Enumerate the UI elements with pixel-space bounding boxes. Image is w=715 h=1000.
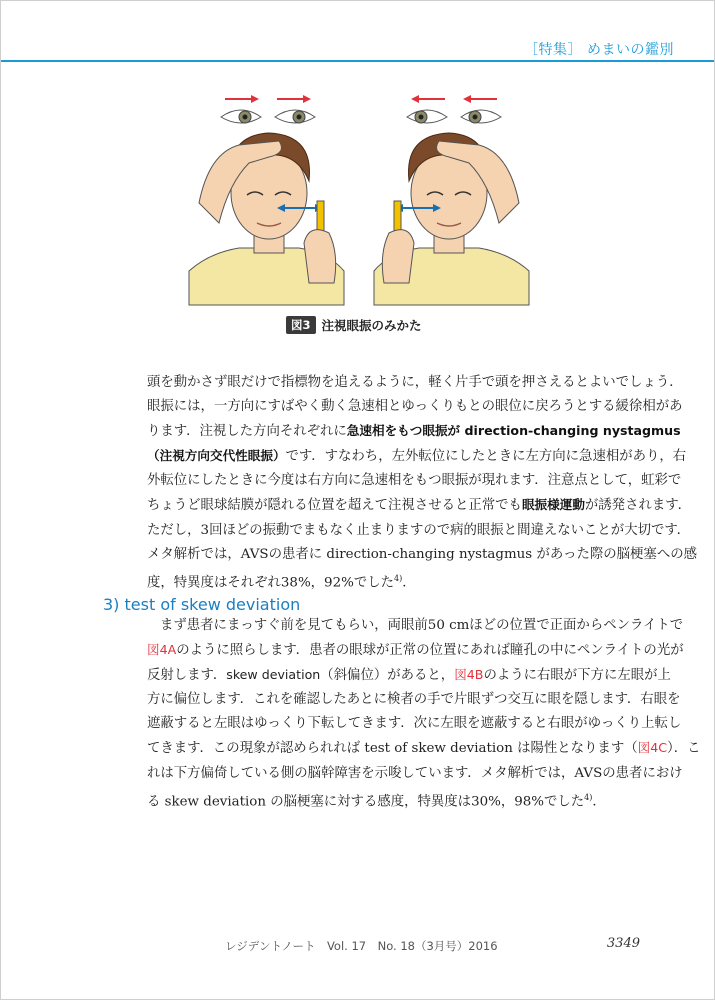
left-eye-arrows: [225, 95, 311, 103]
right-eyes-closeup: [407, 110, 501, 123]
section-heading: 3) test of skew deviation: [103, 595, 301, 614]
figure-title: 注視眼振のみかた: [321, 318, 422, 333]
citation-ref: 4): [584, 792, 593, 802]
text-line: まず患者にまっすぐ前を見てもらい，両眼前50 cmほどの位置で正面からペンライトで: [160, 618, 684, 633]
figure-caption: [286, 316, 422, 334]
figure-ref-link[interactable]: 図4B: [454, 667, 484, 683]
left-patient: [189, 133, 344, 305]
text-line: 方に偏位します．これを確認したあとに検者の手で片眼ずつ交互に眼を隠します．右眼を: [147, 692, 681, 708]
paragraph-skew-deviation: [147, 614, 701, 814]
text-line: る skew deviation の脳梗塞に対する感度，特異度は30%，98%でした$^{4)}$．: [147, 792, 606, 810]
footer-journal: レジデントノート Vol. 17 No. 18（3月号）2016: [225, 939, 498, 953]
text-line: ただし，3回ほどの振動でまもなく止まりますので病的眼振と間違えないことが大切です．: [147, 522, 691, 538]
text-line: 眼振には，一方向にすばやく動く急速相とゆっくりもとの眼位に戻ろうとする緩徐相があ: [147, 399, 683, 415]
text-line: 頭を動かさず眼だけで指標物を追えるように，軽く片手で頭を押さえるとよいでしょう．: [147, 375, 683, 390]
citation-ref: 4): [394, 573, 403, 583]
highlight-term: 眼振様運動: [521, 497, 585, 513]
left-eyes-closeup: [221, 110, 315, 123]
right-patient: [374, 133, 529, 305]
text-line: メタ解析では，AVSの患者に direction-changing nystagmus があった際の脳梗塞への感: [147, 546, 697, 562]
text-line: 外転位にしたときに今度は右方向に急速相をもつ眼振が現れます．注意点として，虹彩で: [147, 473, 682, 489]
page-number: 3349: [606, 936, 640, 951]
figure-ref-link[interactable]: 図4C: [637, 740, 668, 756]
figure-ref-link[interactable]: 図4A: [147, 642, 177, 658]
text-line: （注視方向交代性眼振）です．すなわち，左外転位にしたときに左方向に急速相があり，右: [147, 448, 687, 465]
figure-illustration: [169, 83, 549, 305]
text-line: 図4Aのように照らします．患者の眼球が正常の位置にあれば瞳孔の中にペンライトの光が: [147, 642, 684, 659]
text-line: れは下方偏倚している側の脳幹障害を示唆しています．メタ解析では，AVSの患者におけ: [147, 765, 683, 781]
header-rule: [1, 60, 714, 62]
right-eye-arrows: [411, 95, 497, 103]
text-line: てきます．この現象が認められれば test of skew deviation は陽性となります（図4C）．こ: [147, 740, 701, 757]
highlight-term: 急速相をもつ眼振が direction-changing nystagmus: [346, 423, 681, 439]
running-header: ［特集］ めまいの鑑別: [524, 42, 674, 58]
text-line: 反射します．skew deviation（斜偏位）があると，図4Bのように右眼が下方に左眼が上: [147, 667, 671, 684]
text-line: 遮蔽すると左眼はゆっくり下転してきます．次に左眼を遮蔽すると右眼がゆっくり上転し: [147, 716, 682, 732]
paragraph-gaze-nystagmus: [147, 371, 697, 595]
text-line: ちょうど眼球結膜が隠れる位置を超えて注視させると正常でも眼振様運動が誘発されます．: [147, 497, 691, 514]
figure-label: 図3: [286, 316, 316, 334]
text-line: 度，特異度はそれぞれ38%，92%でした$^{4)}$．: [147, 573, 416, 591]
highlight-term: （注視方向交代性眼振）: [147, 448, 286, 464]
text-line: ります．注視した方向それぞれに急速相をもつ眼振が direction-changing nystagmus: [147, 423, 681, 440]
